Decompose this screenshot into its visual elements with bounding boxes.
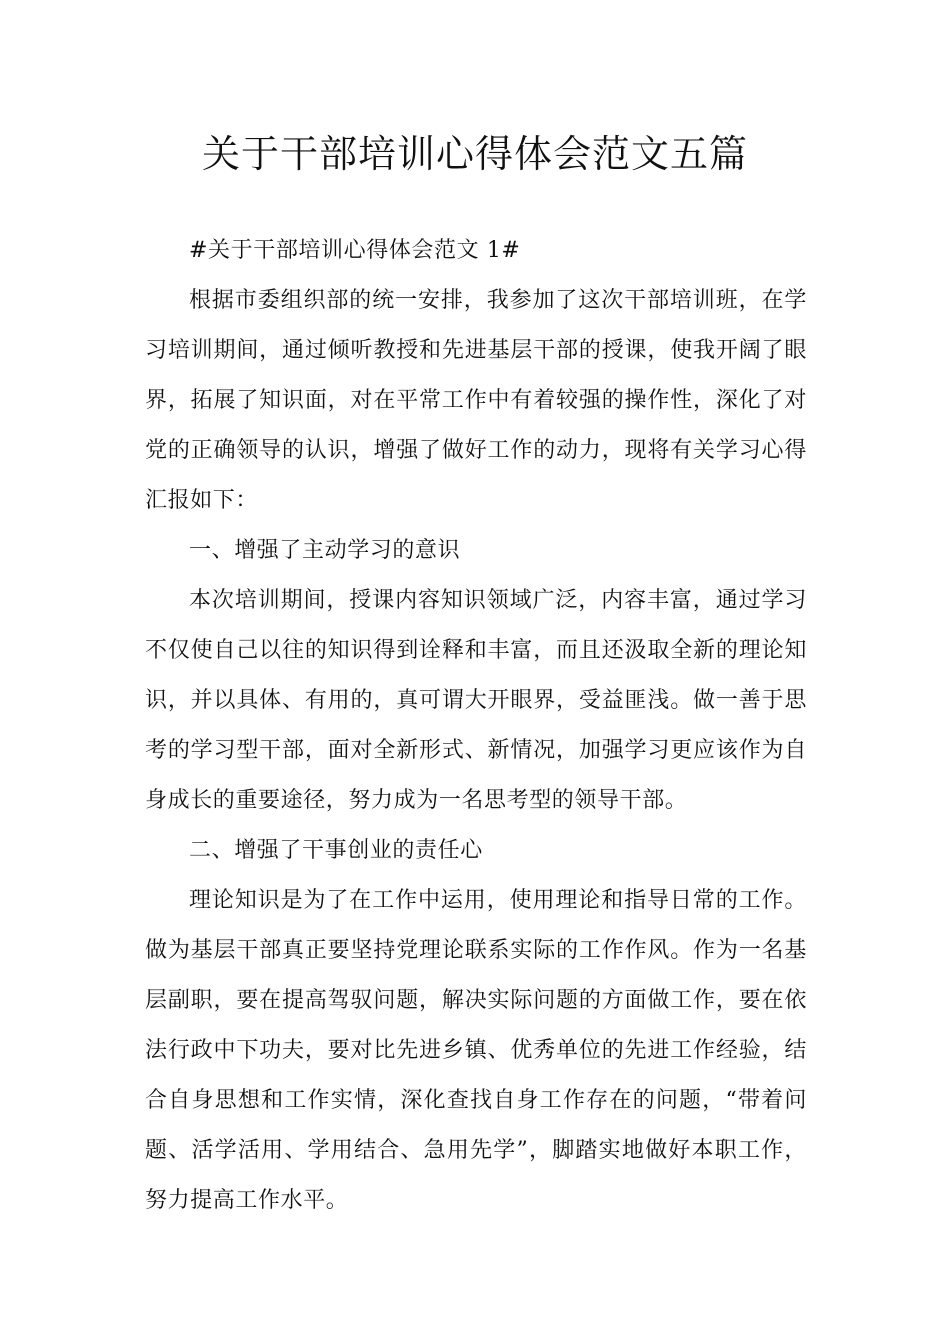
document-body [145, 226, 807, 1226]
body-paragraph: 根据市委组织部的统一安排，我参加了这次干部培训班，在学习培训期间，通过倾听教授和先进基层干部的授课，使我开阔了眼界，拓展了知识面，对在平常工作中有着较强的操作性，深化了对党的正确领导的认识，增强了做好工作的动力，现将有关学习心得汇报如下： [145, 288, 807, 513]
body-paragraph: 理论知识是为了在工作中运用，使用理论和指导日常的工作。做为基层干部真正要坚持党理论联系实际的工作作风。作为一名基层副职，要在提高驾驭问题，解决实际问题的方面做工作，要在依法行政中下功夫，要对比先进乡镇、优秀单位的先进工作经验，结合自身思想和工作实情，深化查找自身工作存在的问题，“带着问题、活学活用、学用结合、急用先学”，脚踏实地做好本职工作，努力提高工作水平。 [145, 888, 807, 1213]
section-heading: 一、增强了主动学习的意识 [189, 538, 461, 563]
section-heading: 二、增强了干事创业的责任心 [189, 838, 483, 863]
body-paragraph: 本次培训期间，授课内容知识领域广泛，内容丰富，通过学习不仅使自己以往的知识得到诠释和丰富，而且还汲取全新的理论知识，并以具体、有用的，真可谓大开眼界，受益匪浅。做一善于思考的学习型干部，面对全新形式、新情况，加强学习更应该作为自身成长的重要途径，努力成为一名思考型的领导干部。 [145, 588, 807, 813]
section-heading-1: #关于干部培训心得体会范文 1# [189, 238, 521, 263]
document-title: 关于干部培训心得体会范文五篇 [201, 132, 748, 176]
